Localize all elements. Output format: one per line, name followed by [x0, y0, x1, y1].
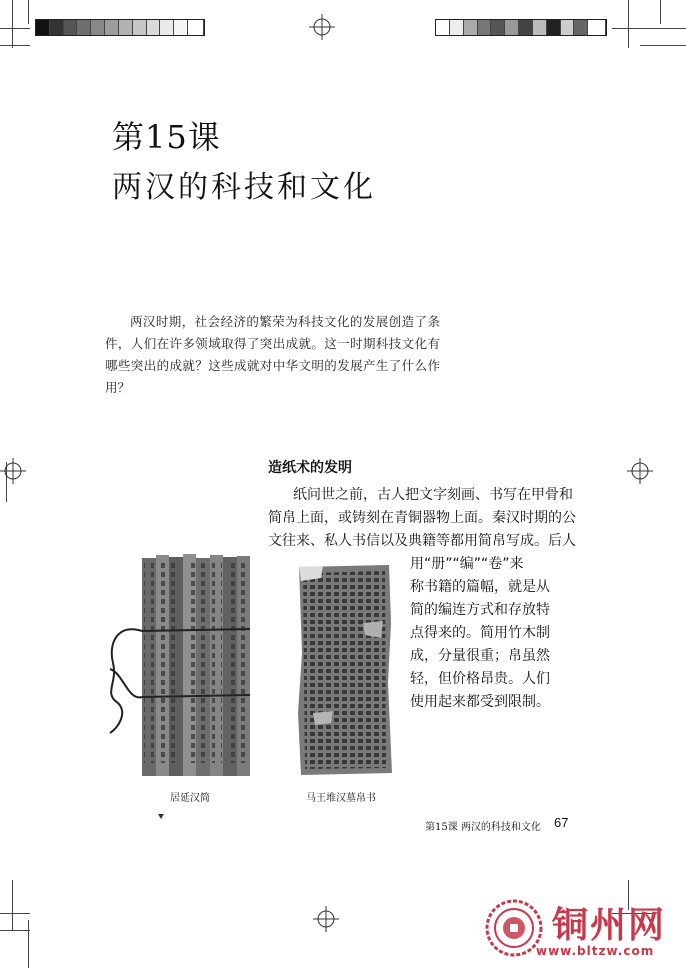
lesson-number: 第15课: [112, 118, 221, 156]
paragraph-line: 简帛上面，或铸刻在青铜器物上面。秦汉时期的公: [268, 510, 576, 526]
trim-mark: [612, 28, 686, 29]
watermark-url: www.bltzw.com: [536, 944, 655, 958]
trim-mark: [640, 45, 686, 46]
lesson-title: 两汉的科技和文化: [112, 170, 376, 205]
running-title: 第15课 两汉的科技和文化: [425, 822, 541, 833]
trim-mark: [0, 913, 30, 914]
paragraph-line: 称书籍的篇幅，就是从: [410, 579, 550, 595]
trim-mark: [628, 0, 629, 48]
paragraph-line: 用“册”“编”“卷”来: [410, 556, 524, 572]
arrow-mark-icon: [158, 814, 164, 819]
paragraph-line: 使用起来都受到限制。: [410, 694, 550, 710]
paragraph-line: 成，分量很重；帛虽然: [410, 648, 550, 664]
registration-crosshair-icon: [0, 458, 26, 484]
paragraph-line: 点得来的。简用竹木制: [410, 625, 550, 641]
lesson-intro: 两汉时期，社会经济的繁荣为科技文化的发展创造了条件，人们在许多领域取得了突出成就。这一时期科技文化有哪些突出的成就？这些成就对中华文明的发展产生了什么作用？: [105, 314, 440, 395]
color-bar-left: [35, 19, 205, 36]
bamboo-slips-image: [98, 553, 258, 781]
trim-mark: [28, 0, 29, 24]
registration-crosshair-icon: [309, 14, 335, 40]
registration-crosshair-icon: [627, 458, 653, 484]
paragraph-line: 纸问世之前，古人把文字刻画、书写在甲骨和: [293, 487, 573, 503]
trim-mark: [12, 0, 13, 48]
trim-mark: [0, 930, 30, 931]
paragraph-line: 轻，但价格昂贵。人们: [410, 671, 550, 687]
trim-mark: [0, 28, 30, 29]
section-title: 造纸术的发明: [268, 460, 352, 476]
trim-mark: [28, 920, 29, 968]
paragraph-line: 文往来、私人书信以及典籍等都用简帛写成。后人: [268, 533, 576, 549]
figure-caption: 居延汉简: [170, 793, 210, 804]
trim-mark: [660, 0, 661, 24]
paragraph-line: 简的编连方式和存放特: [410, 602, 550, 618]
trim-mark: [12, 880, 13, 930]
color-bar-right: [435, 19, 607, 36]
page-number: 67: [554, 815, 569, 830]
watermark-site-name: 铜州网: [552, 904, 667, 946]
trim-mark: [0, 45, 30, 46]
silk-manuscript-image: [293, 563, 395, 777]
registration-crosshair-icon: [313, 906, 339, 932]
figure-caption: 马王堆汉墓帛书: [306, 793, 376, 804]
site-logo-icon: [484, 898, 544, 958]
